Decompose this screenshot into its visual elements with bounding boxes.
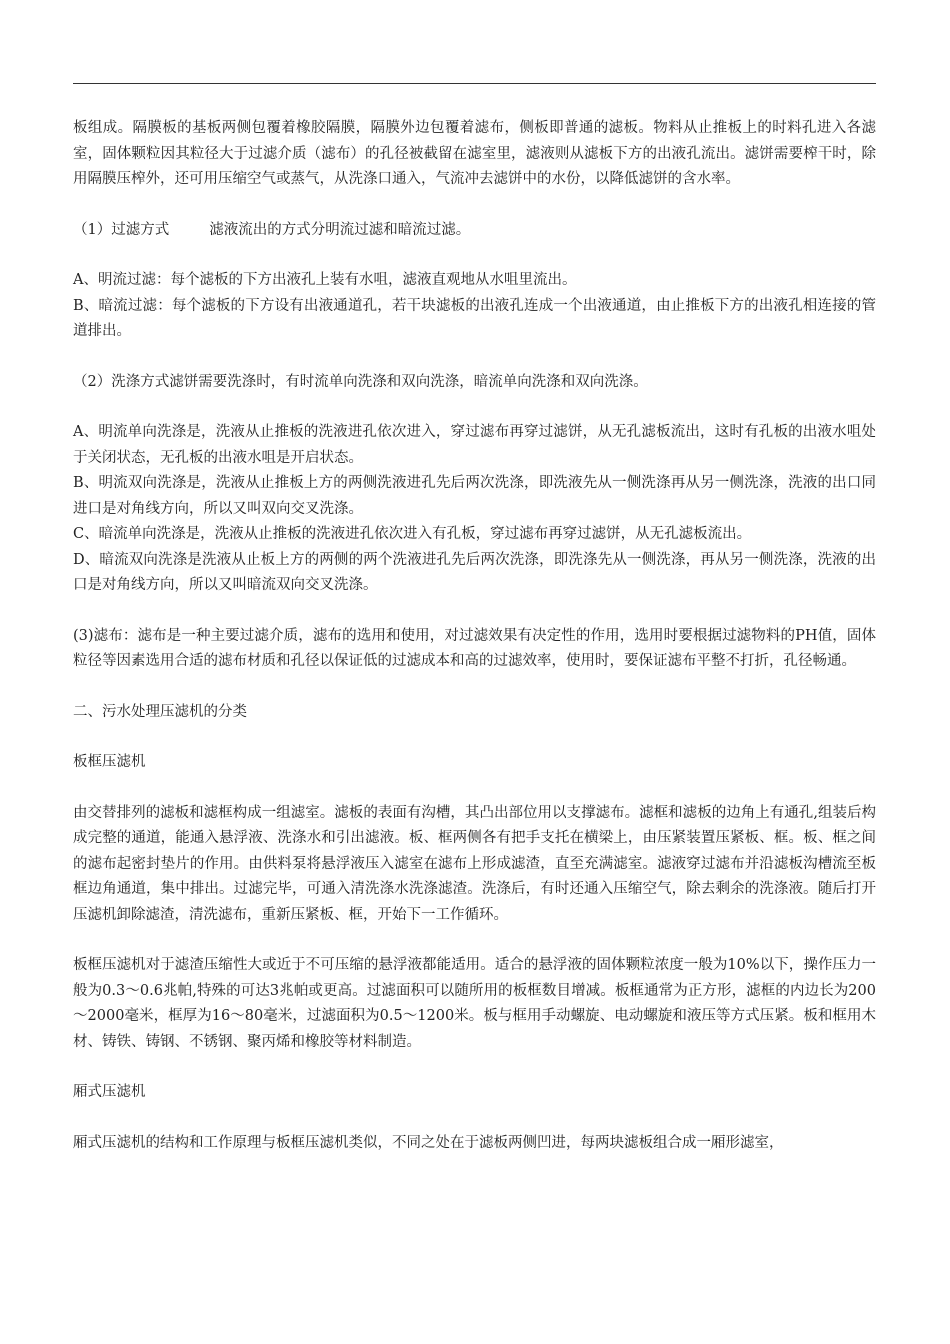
washing-open-single: A、明流单向洗涤是，洗液从止推板的洗液进孔依次进入，穿过滤布再穿过滤饼，从无孔滤板流出，这时有孔板的出液水咀处于关闭状态，无孔板的出液水咀是开启状态。 [73,424,876,466]
washing-concealed-double: D、暗流双向洗涤是洗液从止板上方的两侧的两个洗液进孔先后两次洗涤，即洗涤先从一侧洗涤，再从另一侧洗涤，洗液的出口是对角线方向，所以又叫暗流双向交叉洗涤。 [73,551,876,593]
chamber-press-paragraph-1: 厢式压滤机的结构和工作原理与板框压滤机类似，不同之处在于滤板两侧凹进，每两块滤板组合成一厢形滤室， [73,1134,784,1151]
concealed-flow-filtration: B、暗流过滤：每个滤板的下方设有出液通道孔，若干块滤板的出液孔连成一个出液通道，由止推板下方的出液孔相连接的管道排出。 [73,297,876,339]
filter-cloth-paragraph: (3)滤布：滤布是一种主要过滤介质，滤布的选用和使用，对过滤效果有决定性的作用，选用时要根据过滤物料的PH值，固体粒径等因素选用合适的滤布材质和孔径以保证低的过滤成本和高的过滤效率，使用时，要保证滤布平整不打折，孔径畅通。 [73,627,876,669]
section-title-classification: 二、污水处理压滤机的分类 [73,703,247,720]
open-flow-filtration: A、明流过滤：每个滤板的下方出液孔上装有水咀，滤液直观地从水咀里流出。 [73,272,577,288]
washing-concealed-single: C、暗流单向洗涤是，洗液从止推板的洗液进孔依次进入有孔板，穿过滤布再穿过滤饼，从无孔滤板流出。 [73,526,752,542]
chamber-press-title: 厢式压滤机 [73,1084,146,1100]
filtration-method-heading: （1）过滤方式 [73,221,170,238]
plate-frame-press-title: 板框压滤机 [73,754,146,770]
paragraph-diaphragm-plate: 板组成。隔膜板的基板两侧包覆着橡胶隔膜，隔膜外边包覆着滤布，侧板即普通的滤板。物料从止推板上的时料孔进入各滤室，固体颗粒因其粒径大于过滤介质（滤布）的孔径被截留在滤室里，滤液则从滤板下方的出液孔流出。滤饼需要榨干时，除用隔膜压榨外，还可用压缩空气或蒸气，从洗涤口通入，气流冲去滤饼中的水份，以降低滤饼的含水率。 [73,120,876,187]
washing-method-heading: （2）洗涤方式滤饼需要洗涤时，有时流单向洗涤和双向洗涤，暗流单向洗涤和双向洗涤。 [73,373,648,390]
plate-frame-paragraph-1: 由交替排列的滤板和滤框构成一组滤室。滤板的表面有沟槽，其凸出部位用以支撑滤布。滤框和滤板的边角上有通孔,组装后构成完整的通道，能通入悬浮液、洗涤水和引出滤液。板、框两侧各有把手支托在横梁上，由压紧装置压紧板、框。板、框之间的滤布起密封垫片的作用。由供料泵将悬浮液压入滤室在滤布上形成滤渣，直至充满滤室。滤液穿过滤布并沿滤板沟槽流至板框边角通道，集中排出。过滤完毕，可通入清洗涤水洗涤滤渣。洗涤后，有时还通入压缩空气，除去剩余的洗涤液。随后打开压滤机卸除滤渣，清洗滤布，重新压紧板、框，开始下一工作循环。 [73,804,876,923]
document-body [73,116,876,1156]
washing-open-double: B、明流双向洗涤是，洗液从止推板上方的两侧洗液进孔先后两次洗涤，即洗液先从一侧洗涤再从另一侧洗涤，洗液的出口同进口是对角线方向，所以又叫双向交叉洗涤。 [73,475,876,517]
filtration-method-line [73,218,876,244]
plate-frame-paragraph-2: 板框压滤机对于滤渣压缩性大或近于不可压缩的悬浮液都能适用。适合的悬浮液的固体颗粒浓度一般为10%以下，操作压力一般为0.3～0.6兆帕,特殊的可达3兆帕或更高。过滤面积可以随所用的板框数目增减。板框通常为正方形，滤框的内边长为200～2000毫米，框厚为16～80毫米，过滤面积为0.5～1200米。板与框用手动螺旋、电动螺旋和液压等方式压紧。板和框用木材、铸铁、铸钢、不锈钢、聚丙烯和橡胶等材料制造。 [73,957,876,1050]
filtration-method-text: 滤液流出的方式分明流过滤和暗流过滤。 [209,221,471,238]
header-rule [73,83,876,84]
